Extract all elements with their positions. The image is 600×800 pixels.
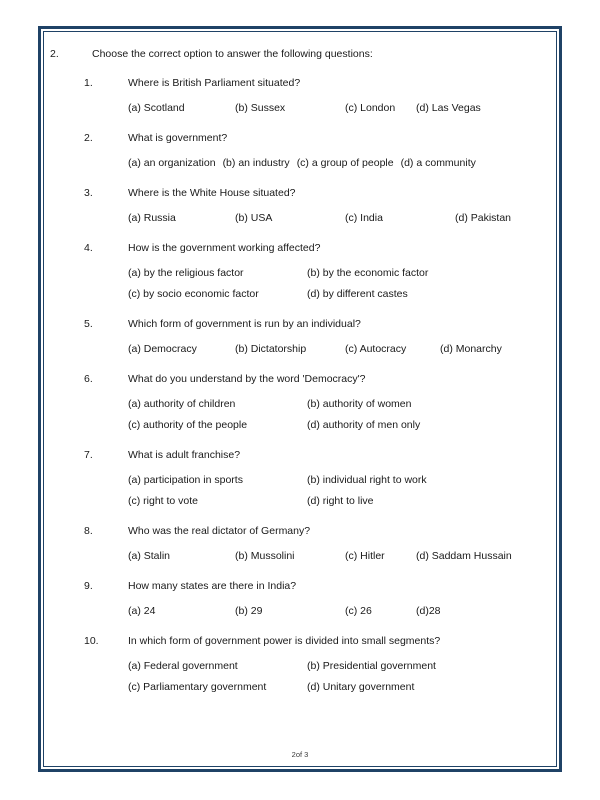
question-text: Which form of government is run by an individual? [128, 318, 361, 330]
option-row [128, 548, 556, 565]
option-choice[interactable]: (b) 29 [235, 605, 263, 617]
option-group [128, 265, 556, 303]
option-choice[interactable]: (b) Dictatorship [235, 343, 307, 355]
option-row [128, 265, 556, 282]
option-row [128, 472, 556, 489]
question-number: 3. [84, 187, 93, 199]
question-text: Who was the real dictator of Germany? [128, 525, 311, 537]
option-choice[interactable]: (c) Autocracy [345, 343, 407, 355]
question-block [44, 185, 556, 227]
question-number: 5. [84, 318, 93, 330]
question-number: 2. [84, 132, 93, 144]
question-block [44, 240, 556, 303]
question-list [44, 75, 556, 696]
option-row [128, 396, 556, 413]
option-choice[interactable]: (b) Mussolini [235, 550, 295, 562]
option-choice[interactable]: (a) Stalin [128, 550, 171, 562]
option-row [128, 603, 556, 620]
option-choice[interactable]: (b) by the economic factor [307, 267, 429, 279]
option-choice[interactable]: (b) Sussex [235, 102, 286, 114]
option-group [128, 341, 556, 358]
option-group [128, 548, 556, 565]
option-choice[interactable]: (d) authority of men only [307, 419, 421, 431]
question-text: What do you understand by the word 'Democracy'? [128, 373, 366, 385]
question-block [44, 633, 556, 696]
option-choice[interactable]: (d) Las Vegas [416, 102, 481, 114]
question-text: In which form of government power is divided into small segments? [128, 635, 441, 647]
option-choice[interactable]: (c) London [345, 102, 396, 114]
question-block [44, 371, 556, 434]
option-choice[interactable]: (a) Russia [128, 212, 176, 224]
option-choice[interactable]: (a) by the religious factor [128, 267, 244, 279]
question-text: Where is British Parliament situated? [128, 77, 301, 89]
option-choice[interactable]: (c) India [345, 212, 383, 224]
question-number: 1. [84, 77, 93, 89]
option-choice[interactable]: (a) Federal government [128, 660, 238, 672]
option-group [128, 603, 556, 620]
question-block [44, 316, 556, 358]
question-block [44, 130, 556, 172]
question-text: How is the government working affected? [128, 242, 321, 254]
option-choice[interactable]: (b) authority of women [307, 398, 412, 410]
option-choice[interactable]: (c) a group of people [296, 157, 394, 169]
option-group [128, 210, 556, 227]
option-choice[interactable]: (c) Parliamentary government [128, 681, 267, 693]
option-group [128, 396, 556, 434]
option-choice[interactable]: (a) Scotland [128, 102, 185, 114]
document-content [44, 32, 556, 766]
option-choice[interactable]: (d)28 [416, 605, 441, 617]
page-footer: 2of 3 [291, 750, 309, 759]
option-choice[interactable]: (c) authority of the people [128, 419, 248, 431]
option-choice[interactable]: (a) an organization [128, 157, 216, 169]
option-choice[interactable]: (b) an industry [222, 157, 290, 169]
question-block [44, 523, 556, 565]
question-number: 7. [84, 449, 93, 461]
option-choice[interactable]: (a) participation in sports [128, 474, 243, 486]
option-group [128, 100, 556, 117]
option-choice[interactable]: (c) 26 [345, 605, 372, 617]
option-row [128, 658, 556, 675]
option-choice[interactable]: (c) right to vote [128, 495, 199, 507]
option-choice[interactable]: (c) Hitler [345, 550, 385, 562]
question-text: What is adult franchise? [128, 449, 241, 461]
option-choice[interactable]: (d) right to live [307, 495, 374, 507]
option-choice[interactable]: (a) 24 [128, 605, 156, 617]
option-row [128, 210, 556, 227]
question-text: Where is the White House situated? [128, 187, 296, 199]
option-choice[interactable]: (b) Presidential government [307, 660, 436, 672]
question-block [44, 75, 556, 117]
option-group [128, 472, 556, 510]
option-choice[interactable]: (c) by socio economic factor [128, 288, 259, 300]
option-row [128, 155, 556, 172]
option-group [128, 155, 556, 172]
question-block [44, 578, 556, 620]
option-choice[interactable]: (b) individual right to work [307, 474, 427, 486]
option-choice[interactable]: (a) authority of children [128, 398, 236, 410]
question-text: How many states are there in India? [128, 580, 297, 592]
option-row [128, 341, 556, 358]
question-text: What is government? [128, 132, 228, 144]
question-number: 10. [84, 635, 99, 647]
section-title: Choose the correct option to answer the following questions: [92, 48, 373, 60]
question-number: 4. [84, 242, 93, 254]
option-choice[interactable]: (a) Democracy [128, 343, 197, 355]
option-group [128, 658, 556, 696]
question-number: 9. [84, 580, 93, 592]
option-row [128, 679, 556, 696]
question-number: 8. [84, 525, 93, 537]
option-choice[interactable]: (d) by different castes [307, 288, 408, 300]
option-row [128, 286, 556, 303]
option-row [128, 417, 556, 434]
option-row [128, 493, 556, 510]
section-number: 2. [50, 48, 59, 60]
question-block [44, 447, 556, 510]
option-choice[interactable]: (d) Saddam Hussain [416, 550, 512, 562]
option-choice[interactable]: (d) a community [400, 157, 476, 169]
question-number: 6. [84, 373, 93, 385]
option-row [128, 100, 556, 117]
option-choice[interactable]: (b) USA [235, 212, 273, 224]
option-choice[interactable]: (d) Unitary government [307, 681, 415, 693]
option-choice[interactable]: (d) Monarchy [440, 343, 502, 355]
section-heading [44, 46, 556, 62]
option-choice[interactable]: (d) Pakistan [455, 212, 512, 224]
